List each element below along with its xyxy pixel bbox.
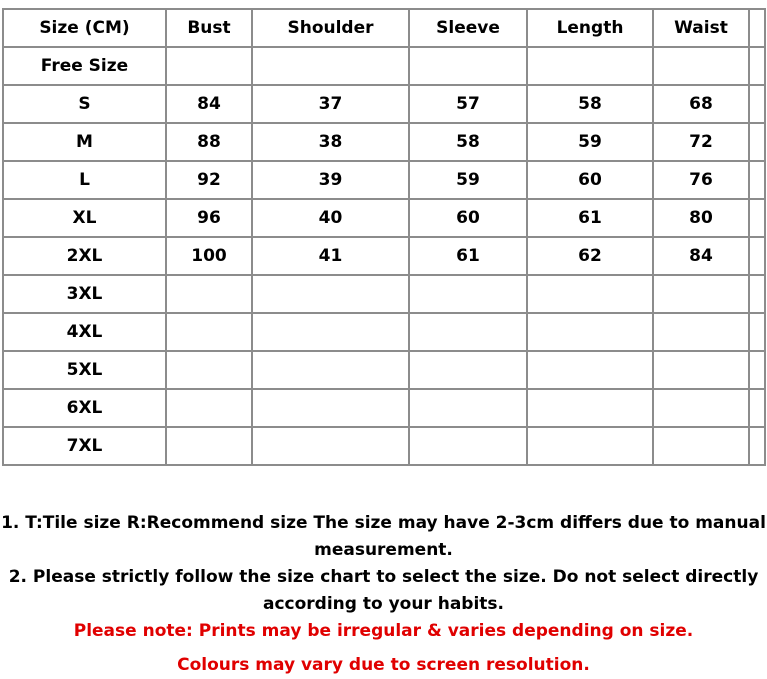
cell-size: S (3, 85, 166, 123)
cell-waist (653, 427, 749, 465)
cell-shoulder (252, 427, 409, 465)
cell-bust (166, 313, 252, 351)
cell-extra (749, 47, 765, 85)
cell-bust (166, 351, 252, 389)
cell-shoulder: 38 (252, 123, 409, 161)
size-chart-body (3, 9, 765, 465)
cell-waist (653, 47, 749, 85)
cell-waist (653, 313, 749, 351)
cell-length (527, 427, 653, 465)
cell-extra (749, 351, 765, 389)
cell-sleeve (409, 351, 527, 389)
note-follow-size-chart: 2. Please strictly follow the size chart to select the size. Do not select directly according to your habits. (8, 567, 759, 614)
cell-length: 60 (527, 161, 653, 199)
table-row (3, 351, 765, 389)
cell-extra (749, 85, 765, 123)
cell-bust (166, 47, 252, 85)
cell-waist: 68 (653, 85, 749, 123)
table-row (3, 313, 765, 351)
cell-extra (749, 123, 765, 161)
cell-shoulder: 41 (252, 237, 409, 275)
header-cell-sleeve: Sleeve (409, 9, 527, 47)
cell-shoulder (252, 313, 409, 351)
table-row (3, 123, 765, 161)
note-manual-measurement: 1. T:Tile size R:Recommend size The size may have 2-3cm differs due to manual measurement. (1, 513, 766, 560)
header-cell-bust: Bust (166, 9, 252, 47)
header-cell-length: Length (527, 9, 653, 47)
cell-sleeve (409, 313, 527, 351)
table-row (3, 47, 765, 85)
table-row (3, 427, 765, 465)
size-chart-table (2, 8, 766, 466)
cell-shoulder: 40 (252, 199, 409, 237)
cell-sleeve (409, 427, 527, 465)
cell-bust (166, 389, 252, 427)
cell-sleeve: 60 (409, 199, 527, 237)
cell-sleeve (409, 47, 527, 85)
cell-extra (749, 275, 765, 313)
cell-waist (653, 351, 749, 389)
cell-size: 3XL (3, 275, 166, 313)
cell-size: Free Size (3, 47, 166, 85)
warning-prints-irregular: Please note: Prints may be irregular & varies depending on size. (73, 621, 694, 641)
cell-shoulder (252, 389, 409, 427)
warning-colours-vary: Colours may vary due to screen resolution. (177, 655, 590, 675)
cell-shoulder (252, 275, 409, 313)
cell-extra (749, 237, 765, 275)
table-row (3, 85, 765, 123)
cell-length: 62 (527, 237, 653, 275)
cell-sleeve: 61 (409, 237, 527, 275)
cell-size: 2XL (3, 237, 166, 275)
cell-extra (749, 389, 765, 427)
cell-length (527, 47, 653, 85)
cell-length (527, 275, 653, 313)
cell-shoulder (252, 351, 409, 389)
cell-length (527, 389, 653, 427)
cell-sleeve (409, 275, 527, 313)
cell-size: 4XL (3, 313, 166, 351)
header-row (3, 9, 765, 47)
cell-length: 58 (527, 85, 653, 123)
cell-extra (749, 427, 765, 465)
cell-size: M (3, 123, 166, 161)
cell-shoulder (252, 47, 409, 85)
cell-shoulder: 39 (252, 161, 409, 199)
cell-length (527, 351, 653, 389)
cell-waist (653, 389, 749, 427)
cell-sleeve (409, 389, 527, 427)
cell-length (527, 313, 653, 351)
cell-sleeve: 59 (409, 161, 527, 199)
cell-waist (653, 275, 749, 313)
table-row (3, 199, 765, 237)
cell-extra (749, 161, 765, 199)
cell-length: 59 (527, 123, 653, 161)
cell-bust: 88 (166, 123, 252, 161)
cell-length: 61 (527, 199, 653, 237)
cell-bust (166, 275, 252, 313)
cell-waist: 80 (653, 199, 749, 237)
notes-section (0, 510, 767, 679)
cell-size: 5XL (3, 351, 166, 389)
cell-bust: 96 (166, 199, 252, 237)
cell-waist: 84 (653, 237, 749, 275)
cell-bust: 84 (166, 85, 252, 123)
cell-extra (749, 313, 765, 351)
header-cell-size: Size (CM) (3, 9, 166, 47)
cell-waist: 72 (653, 123, 749, 161)
cell-sleeve: 58 (409, 123, 527, 161)
header-cell-shoulder: Shoulder (252, 9, 409, 47)
cell-bust: 100 (166, 237, 252, 275)
table-row (3, 275, 765, 313)
cell-size: XL (3, 199, 166, 237)
cell-bust (166, 427, 252, 465)
cell-bust: 92 (166, 161, 252, 199)
header-cell-waist: Waist (653, 9, 749, 47)
cell-waist: 76 (653, 161, 749, 199)
table-row (3, 237, 765, 275)
table-row (3, 161, 765, 199)
cell-size: 6XL (3, 389, 166, 427)
cell-size: L (3, 161, 166, 199)
table-row (3, 389, 765, 427)
cell-shoulder: 37 (252, 85, 409, 123)
cell-sleeve: 57 (409, 85, 527, 123)
cell-extra (749, 199, 765, 237)
cell-size: 7XL (3, 427, 166, 465)
header-cell-extra (749, 9, 765, 47)
